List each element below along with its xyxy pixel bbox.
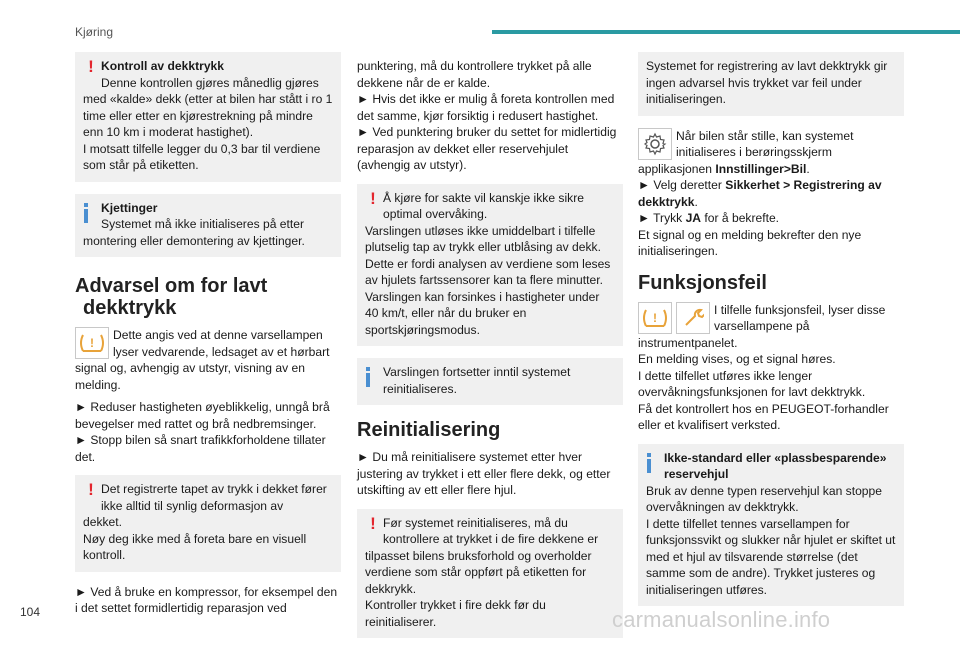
info-box-warning-continues [357,358,623,405]
bullet: ► Stopp bilen så snart trafikkforholdene tillater det. [75,433,326,464]
paragraph: Når bilen står stille, kan systemet initialiseres i berøringsskjerm applikasjonen Innstillinger>Bil. [638,128,854,176]
section-heading: Funksjonsfeil [638,271,767,294]
warning-exclamation-icon: ! [88,57,94,76]
svg-text:!: ! [90,336,94,350]
column-2 [357,58,623,650]
paragraph: I dette tilfellet utføres ikke lenger overvåkningsfunksjonen for lavt dekktrykk. [638,368,866,399]
paragraph: En melding vises, og et signal høres. [638,352,836,366]
box-text: Kontroller trykket i fire dekk før du reinitialiserer. [365,598,546,629]
bullet: ► Trykk JA for å bekrefte. [638,211,780,225]
box-text: Varslingen utløses ikke umiddelbart i tilfelle plutselig tap av trykk eller utblåsing av dekk. Dette er fordi analysen av verdiene som leses av hjulets fartssensorer kan ta flere minutter. Varslingen kan forsinkes i hastigheter under 40 km/t, eller når du bruker en sportskjøringsmodus. [365,223,611,337]
box-title: Kontroll av dekktrykk [101,59,224,73]
box-text: Nøy deg ikke med å foreta bare en visuell kontroll. [83,531,307,562]
bullet: ► Hvis det ikke er mulig å foreta kontrollen med det samme, kjør forsiktig i redusert hastighet. [357,92,615,123]
box-text: I motsatt tilfelle legger du 0,3 bar til verdiene som står på etiketten. [83,141,321,172]
warning-box-before-reinit [357,509,623,639]
box-text: Før systemet reinitialiseres, må du kontrollere at trykket i de fire dekkene er [383,515,599,546]
info-icon [646,450,662,473]
warning-exclamation-icon: ! [370,513,376,533]
wrench-service-icon [676,302,710,334]
warning-box-deformation [75,475,341,572]
watermark: carmanualsonline.info [612,607,831,632]
column-1 [75,52,341,617]
paragraph: punktering, må du kontrollere trykket på alle dekkene når de er kalde. [357,59,592,90]
box-text: I dette tilfellet tennes varsellampen for funksjonssvikt og slukker når hjulet er skiftet ut med et hjul av tilsvarende størrelse (det samme som de andre). Trykket justeres og initialiseringen utføres. [646,516,896,597]
tyre-pressure-warning-icon [638,302,672,334]
bullet: ► Reduser hastigheten øyeblikkelig, unngå brå bevegelser med rattet og brå nedbremsinger. [75,400,330,431]
warning-lamps [638,302,710,334]
warning-box-slow-driving [357,184,623,347]
info-box-spare-wheel [638,444,904,607]
warning-exclamation-icon: ! [370,188,376,208]
paragraph: ! Dette angis ved at denne varsellampen lyser vedvarende, ledsaget av et hørbart signal og, avhengig av utstyr, visning av en melding. [75,328,330,392]
gear-settings-icon [638,128,672,160]
bullet: ► Velg deretter Sikkerhet > Registrering av dekktrykk. [638,178,882,209]
info-icon [83,200,99,223]
info-icon [365,364,381,387]
box-text: Systemet må ikke initialiseres på etter [101,217,304,231]
box-text: Varslingen fortsetter inntil systemet reinitialiseres. [383,365,571,396]
box-title: Ikke-standard eller «plassbesparende» reservehjul [664,450,887,481]
note-box-no-warning [638,52,904,116]
tyre-pressure-warning-icon [75,327,109,359]
svg-text:!: ! [653,310,657,325]
paragraph: ► Du må reinitialisere systemet etter hver justering av trykket i ett eller flere dekk, og etter utskifting av ett eller flere hjul. [357,450,611,497]
running-header: Kjøring [75,25,114,39]
bullet: ► Ved å bruke en kompressor, for eksempel den i det settet formidlertidig reparasjon ved [75,584,338,615]
info-box-chains [75,194,341,258]
paragraph: Få det kontrollert hos en PEUGEOT-forhandler eller et kvalifisert verksted. [638,401,889,432]
page-number: 104 [20,605,41,619]
header-accent-bar [492,30,960,34]
paragraph: Et signal og en melding bekrefter den nye initialiseringen. [638,227,862,258]
paragraph: ! I tilfelle funksjonsfeil, lyser disse varsellampene på instrumentpanelet. [638,302,886,350]
section-heading: Advarsel om for lavt dekktrykk [75,275,268,319]
box-text: med «kalde» dekk (etter at bilen har stått i ro 1 time eller etter en kjørestrekning på mindre enn 10 km i moderat hastighet). [83,92,333,139]
column-3 [638,52,904,618]
box-text: Denne kontrollen gjøres månedlig gjøres [101,75,319,90]
box-text: Bruk av denne typen reservehjul kan stoppe overvåkningen av dekktrykk. [646,483,882,514]
box-text: Det registrerte tapet av trykk i dekket fører ikke alltid til synlig deformasjon av [101,482,327,513]
box-text: dekket. [83,515,122,529]
box-text: Systemet for registrering av lavt dekktrykk gir ingen advarsel hvis trykket var feil under initialiseringen. [646,59,888,106]
box-text: Å kjøre for sakte vil kanskje ikke sikre optimal overvåking. [383,190,584,221]
box-text: tilpasset bilens bruksforhold og overholder verdiene som står oppført på etiketten for dekkrykk. [365,548,592,596]
warning-exclamation-icon: ! [88,480,94,499]
section-heading: Reinitialisering [357,419,501,441]
box-title: Kjettinger [101,200,158,215]
bullet: ► Ved punktering bruker du settet for midlertidig reparasjon av dekket eller reservehjulet (avhengig av utstyr). [357,125,617,172]
box-text: montering eller demontering av kjettinger. [83,233,305,248]
warning-box-pressure-check [75,52,341,182]
